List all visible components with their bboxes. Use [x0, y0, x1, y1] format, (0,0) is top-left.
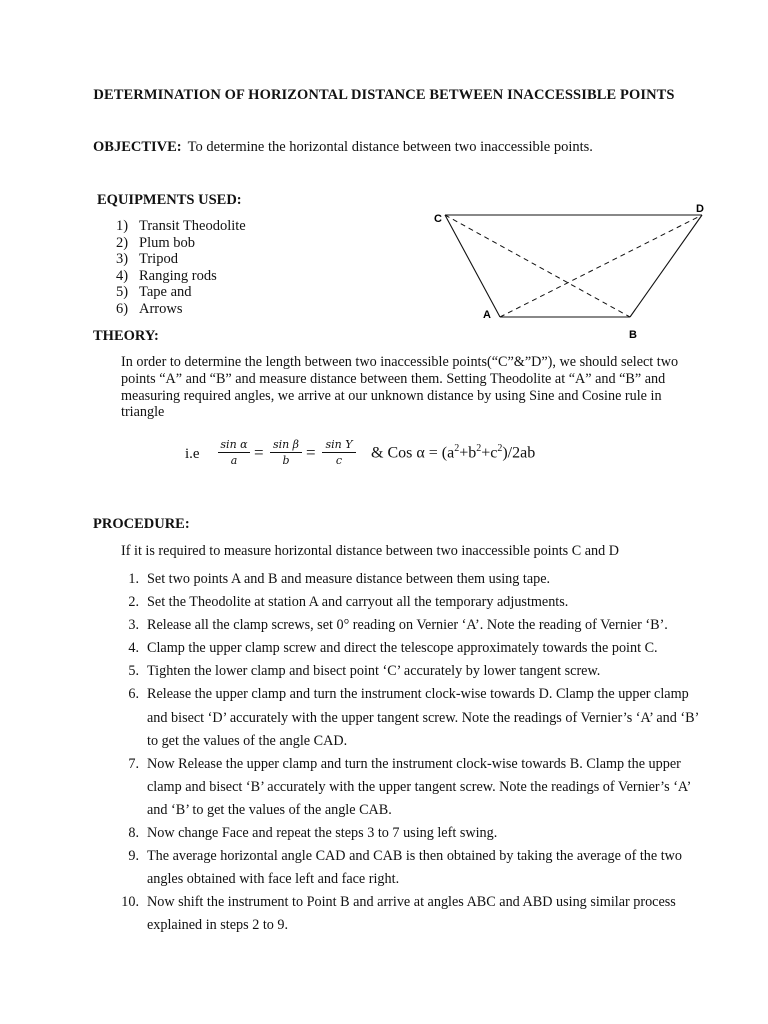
list-item: 1. Set two points A and B and measure distance between them using tape.	[128, 571, 551, 587]
theory-heading: THEORY:	[93, 328, 159, 344]
objective-label: OBJECTIVE:	[93, 139, 182, 155]
equation-prefix: i.e	[185, 446, 200, 462]
equipment-list	[116, 218, 246, 318]
label-c: C	[434, 213, 442, 225]
list-item: 9. The average horizontal angle CAD and CAB is then obtained by taking the average of the two angles obtained with face left and face right.	[128, 848, 683, 888]
objective-section	[93, 139, 593, 156]
list-item: 5) Tape and	[116, 284, 192, 301]
cosine-rule: & Cos $\alpha = (a^2+b^2+c^2)/2ab$	[371, 443, 536, 462]
equals-sign: =	[306, 443, 316, 462]
list-item: 3. Release all the clamp screws, set 0° reading on Vernier ‘A’. Note the reading of Vernier ‘B’.	[128, 617, 668, 634]
sine-fraction-gamma: $\frac{\text{sin Υ}}{c}$	[322, 438, 356, 467]
list-item: 1) Transit Theodolite	[116, 218, 246, 234]
sine-fraction-alpha: $\frac{\text{sin α}}{a}$	[218, 438, 250, 467]
list-item: 6) Arrows	[116, 300, 183, 317]
list-item: 3) Tripod	[116, 251, 178, 268]
objective-text: To determine the horizontal distance between two inaccessible points.	[187, 139, 593, 155]
line-bd	[630, 215, 702, 317]
label-a: A	[483, 309, 491, 321]
list-item: 5. Tighten the lower clamp and bisect point ‘C’ accurately by lower tangent screw.	[128, 663, 601, 680]
label-d: D	[696, 203, 704, 215]
survey-diagram	[420, 196, 720, 346]
list-item: 2) Plum bob	[116, 234, 195, 251]
procedure-intro: If it is required to measure horizontal distance between two inaccessible points C and D	[121, 543, 619, 559]
page-title: DETERMINATION OF HORIZONTAL DISTANCE BETWEEN INACCESSIBLE POINTS	[93, 87, 675, 103]
list-item: 4) Ranging rods	[116, 267, 217, 284]
equals-sign: =	[254, 443, 264, 462]
equipment-heading: EQUIPMENTS USED:	[97, 192, 242, 208]
label-b: B	[629, 329, 637, 341]
list-item: 8. Now change Face and repeat the steps 3 to 7 using left swing.	[128, 825, 498, 842]
sine-fraction-beta: $\frac{\text{sin β}}{b}$	[270, 438, 302, 467]
list-item: 10. Now shift the instrument to Point B and arrive at angles ABC and ABD using similar process explained in steps 2 to 9.	[121, 894, 676, 934]
list-item: 4. Clamp the upper clamp screw and direct the telescope approximately towards the point C.	[128, 640, 658, 657]
list-item: 7. Now Release the upper clamp and turn the instrument clock-wise towards B. Clamp the upper clamp and bisect ‘B’ accurately with the upper tangent screw. Note the readings of Vernier’s ‘A’ and ‘B’ to get the values of the angle CAB.	[128, 755, 691, 818]
procedure-steps	[108, 568, 708, 938]
line-ad-dashed	[500, 215, 702, 317]
theory-text: In order to determine the length between two inaccessible points(“C”&”D”), we should select two points “A” and “B” and measure distance between them. Setting Theodolite at “A” and “B” and measuring required angles, we arrive at our unknown distance by using Sine and Cosine rule in triangle	[121, 354, 679, 421]
list-item: 2. Set the Theodolite at station A and carryout all the temporary adjustments.	[128, 594, 569, 611]
list-item: 6. Release the upper clamp and turn the instrument clock-wise towards D. Clamp the upper clamp and bisect ‘D’ accurately with the upper tangent screw. Note the readings of Vernier’s ‘A’ and ‘B’ to get the values of the angle CAD.	[128, 686, 699, 749]
procedure-heading: PROCEDURE:	[93, 516, 190, 532]
